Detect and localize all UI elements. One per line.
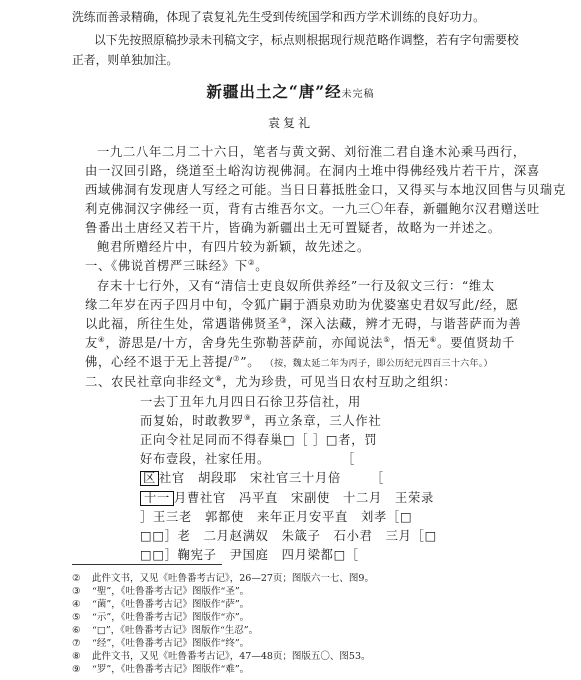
footnote-item — [72, 598, 249, 611]
footnote-text: “聖”，《吐鲁番考古记》图版作“圣”。 — [92, 586, 250, 597]
body-p3-line-4 — [85, 335, 515, 351]
quote-line-5-a: 社官 胡段耶 宋社官三十月倍 — [159, 471, 341, 485]
quote-line-5-bracket: ［ — [370, 471, 384, 485]
footnote-ref: ⑦ — [232, 354, 241, 363]
section-heading-1-text: 一、《佛说首楞严三昧经》下 — [85, 259, 248, 273]
article-author: 袁复礼 — [267, 116, 313, 130]
footnote-text: 此件文书，又见《吐鲁番考古记》，26—27页；图版六一七、图9。 — [92, 573, 374, 584]
quote-line-2-b: ，再立条章，三人作社 — [251, 414, 382, 428]
footnote-item — [72, 611, 249, 624]
body-p2: 鲍君所赠经片中，有四片较为新颖，故先述之。 — [97, 240, 370, 254]
footnote-ref: ④ — [98, 335, 106, 344]
body-p3-line-4-d: 。要值贤劫千 — [437, 336, 516, 350]
quote-line-2-a: 而复始，时敢教罗 — [140, 414, 244, 428]
section-heading-2-end: ，尤为珍贵，可见当日农村互助之组织： — [222, 375, 457, 389]
footnote-number: ③ — [72, 586, 81, 597]
body-p1-line-3: 西域佛洞有发现唐人写经之可能。当日日暮抵胜金口，又得买与本地汉回售与贝瑞克 — [85, 183, 566, 197]
quote-line-3: 正向令社足同而不得春巢□［ ］□者，罚 — [140, 433, 378, 447]
section-heading-2 — [85, 374, 456, 390]
footnote-number: ⑦ — [72, 638, 81, 649]
footnote-item — [72, 585, 249, 598]
inline-annotation: （按，魏太延二年为丙子，即公历纪元四百三十六年。） — [264, 359, 493, 369]
footnote-number: ⑧ — [72, 651, 81, 662]
body-p3-line-3-b: ，深入法藏，辨才无碍，与谐菩萨而为善 — [287, 317, 522, 331]
body-p3-line-4-a: 友 — [85, 336, 98, 350]
footnote-divider — [72, 564, 222, 565]
body-p3-line-5-b: ”。 — [240, 355, 261, 369]
article-title-text: 新疆出土之“唐”经 — [206, 82, 342, 101]
section-heading-2-text: 二、农民社章向非经文 — [85, 375, 215, 389]
intro-line-2: 以下先按照原稿抄录未刊稿文字，标点则根据现行规范略作调整，若有字句需要校 — [94, 33, 519, 47]
quote-line-9: □□］鞠宪子 尹国庭 四月梁都□［ — [140, 548, 359, 562]
body-p3-line-4-c: ，悟无 — [390, 336, 430, 350]
body-p3-line-3-a: 以此福，所往生处，常遇谐佛贤圣 — [85, 317, 280, 331]
body-p3-line-1: 存末十七行外，又有“清信士吏良奴所供养经”一行及叙文三行：“维太 — [97, 279, 495, 293]
footnote-text: “菌”，《吐鲁番考古记》图版作“萨”。 — [92, 599, 250, 610]
footnote-ref: ⑤ — [383, 335, 391, 344]
footnote-text: 此件文书，又见《吐鲁番考古记》，47—48页；图版五〇、图53。 — [92, 651, 371, 662]
footnote-number: ⑤ — [72, 612, 81, 623]
footnote-text: “罗”，《吐鲁番考古记》图版作“难”。 — [92, 664, 250, 675]
body-p1-line-2: 由一汉回引路，绕道至土峪沟访视佛洞。在洞内土堆中得佛经残片若干片，深喜 — [85, 164, 540, 178]
quote-line-2 — [140, 413, 381, 429]
footnote-number: ⑨ — [72, 664, 81, 675]
quote-line-4-a: 好布壹段，社家任用。 — [140, 452, 270, 466]
body-p3-line-5 — [85, 354, 493, 372]
footnote-item — [72, 663, 249, 676]
footnote-ref: ⑥ — [429, 335, 438, 344]
footnote-ref: ⑧ — [214, 374, 223, 383]
footnote-item — [72, 572, 374, 585]
footnote-number: ⑥ — [72, 625, 81, 636]
quote-line-7: ］王三老 郭都使 来年正月安平直 刘孝［□ — [140, 510, 413, 524]
body-p3-line-2: 缘二年岁在丙子四月中旬，令狐广嗣于酒泉劝助为优婆塞史君奴写此/经，愿 — [85, 298, 519, 312]
quote-line-1: 一去丁丑年九月四日石徐卫芬信社，用 — [140, 395, 361, 409]
body-p1-line-5: 鲁番出土唐经又若干片，皆确为新疆出土无可置疑者，故略为一并述之。 — [85, 221, 501, 235]
footnote-item — [72, 650, 371, 663]
body-p3-line-3 — [85, 316, 521, 332]
footnote-ref: ③ — [279, 316, 288, 325]
quote-line-6-a: 月曹社官 冯平直 宋副使 十二月 王荣录 — [174, 491, 434, 505]
boxed-character: 区 — [140, 471, 159, 486]
intro-line-3: 正者，则单独加注。 — [72, 53, 179, 67]
footnote-text: “示”，《吐鲁番考古记》图版作“亦”。 — [92, 612, 250, 623]
body-p1-line-1: 一九二八年二月二十六日，笔者与黄文弼、刘衍淮二君自逢木沁乘马西行， — [97, 145, 526, 159]
footnote-text: “□”，《吐鲁番考古记》图版作“生忍”。 — [92, 625, 259, 636]
footnote-number: ② — [72, 573, 81, 584]
footnote-item — [72, 624, 258, 637]
boxed-character: 十一 — [140, 491, 174, 506]
footnote-text: “经”，《吐鲁番考古记》图版作“终”。 — [92, 638, 250, 649]
body-p1-line-4: 利克佛洞汉字佛经一页，背有古维吾尔文。一九三〇年春，新疆鲍尔汉君赠送吐 — [85, 202, 540, 216]
footnote-number: ④ — [72, 599, 81, 610]
body-p3-line-5-a: 佛，心经不退于无上菩提/ — [85, 355, 233, 369]
article-title-note: 未完稿 — [341, 89, 375, 100]
article-title — [0, 80, 581, 102]
intro-line-1: 洗练而善录精确，体现了袁复礼先生受到传统国学和西方学术训练的良好功力。 — [72, 10, 485, 24]
section-heading-1 — [85, 258, 268, 274]
body-p3-line-4-b: ，游思是/十方，舍身先生弥勒菩萨前，亦闻说法 — [105, 336, 384, 350]
quote-line-8: □□］老 二月赵满奴 朱箴子 石小君 三月［□ — [140, 529, 437, 543]
quote-line-6 — [140, 490, 434, 506]
footnote-ref: ⑨ — [243, 413, 252, 422]
footnote-ref: ② — [247, 258, 256, 267]
quote-line-5 — [140, 470, 384, 486]
section-heading-1-end: 。 — [255, 259, 269, 273]
quote-line-4-bracket: ［ — [341, 452, 355, 466]
footnote-item — [72, 637, 249, 650]
quote-line-4 — [140, 451, 355, 467]
